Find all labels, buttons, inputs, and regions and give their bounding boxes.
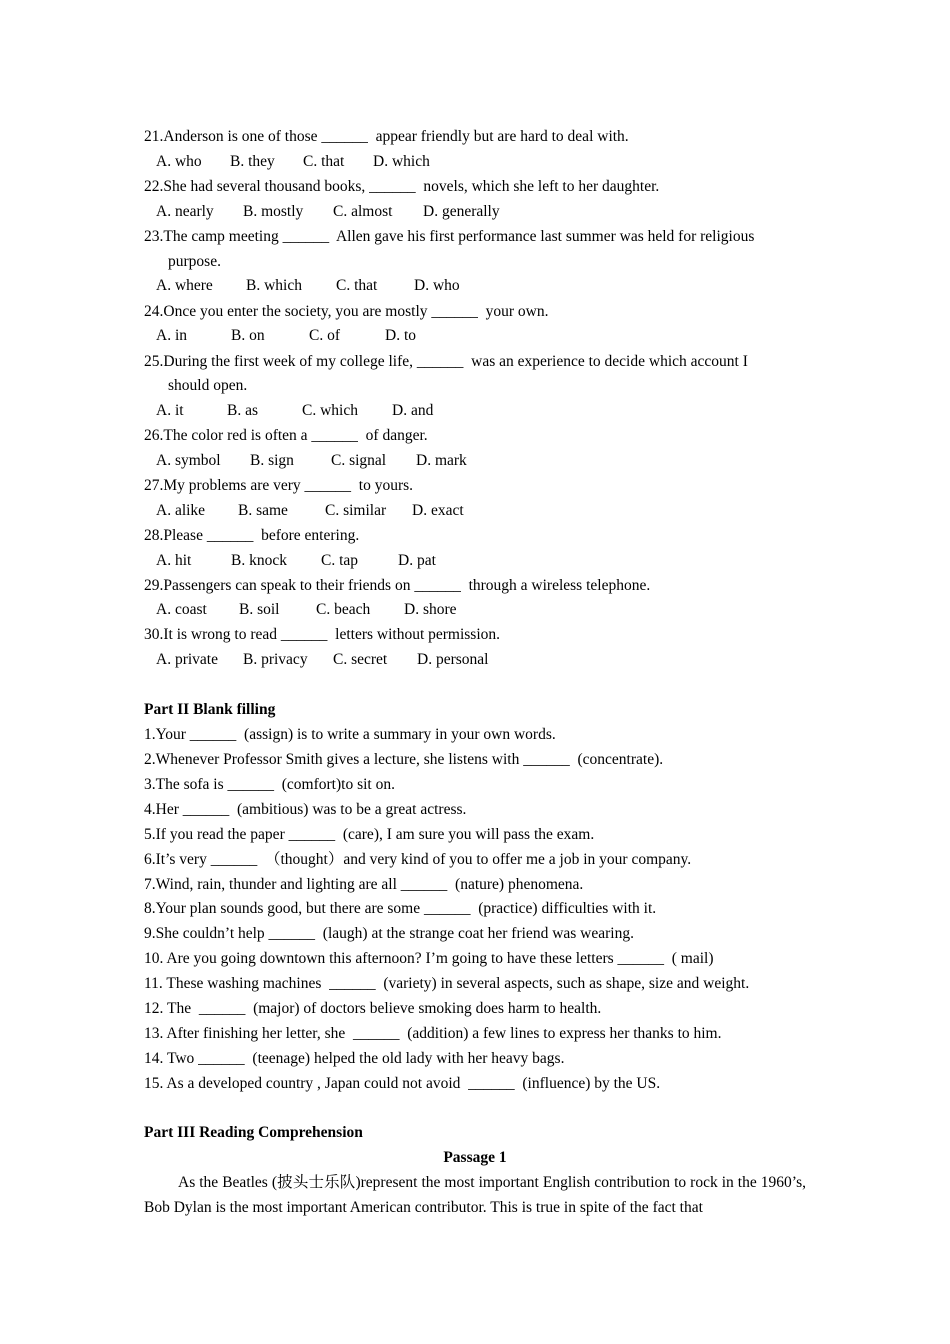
option-d: D. generally <box>423 203 500 220</box>
blank-item-1: 1.Your ______ (assign) is to write a summary in your own words. <box>144 726 556 743</box>
option-a: A. in <box>156 327 187 344</box>
option-d: D. who <box>414 277 460 294</box>
option-c: C. that <box>336 277 378 294</box>
option-d: D. and <box>392 402 434 419</box>
blank-item-8: 8.Your plan sounds good, but there are some ______ (practice) difficulties with it. <box>144 900 657 917</box>
option-b: B. as <box>227 402 258 419</box>
option-c: C. that <box>303 153 345 170</box>
question-21: 21.Anderson is one of those ______ appear friendly but are hard to deal with. <box>144 128 629 145</box>
blank-item-7: 7.Wind, rain, thunder and lighting are all ______ (nature) phenomena. <box>144 876 584 893</box>
question-24: 24.Once you enter the society, you are mostly ______ your own. <box>144 303 549 320</box>
option-d: D. shore <box>404 601 457 618</box>
option-c: C. secret <box>333 651 388 668</box>
blank-item-6: 6.It’s very ______ （thought）and very kind of you to offer me a job in your company. <box>144 851 692 868</box>
option-a: A. who <box>156 153 202 170</box>
blank-item-3: 3.The sofa is ______ (comfort)to sit on. <box>144 776 395 793</box>
blank-item-11: 11. These washing machines ______ (variety) in several aspects, such as shape, size and weight. <box>144 975 750 992</box>
option-b: B. soil <box>239 601 280 618</box>
option-b: B. mostly <box>243 203 304 220</box>
option-b: B. knock <box>231 552 287 569</box>
option-a: A. alike <box>156 502 206 519</box>
option-a: A. where <box>156 277 213 294</box>
option-c: C. almost <box>333 203 393 220</box>
option-a: A. symbol <box>156 452 221 469</box>
option-a: A. nearly <box>156 203 214 220</box>
blank-item-15: 15. As a developed country , Japan could not avoid ______ (influence) by the US. <box>144 1075 661 1092</box>
option-c: C. of <box>309 327 340 344</box>
option-c: C. tap <box>321 552 359 569</box>
blank-item-12: 12. The ______ (major) of doctors believe smoking does harm to health. <box>144 1000 602 1017</box>
question-23-continued: purpose. <box>168 253 221 270</box>
option-d: D. which <box>373 153 430 170</box>
part2-heading: Part II Blank filling <box>144 701 276 718</box>
blank-item-2: 2.Whenever Professor Smith gives a lecture, she listens with ______ (concentrate). <box>144 751 664 768</box>
option-b: B. they <box>230 153 275 170</box>
option-a: A. hit <box>156 552 192 569</box>
part3-heading: Part III Reading Comprehension <box>144 1124 363 1141</box>
option-c: C. which <box>302 402 358 419</box>
blank-item-14: 14. Two ______ (teenage) helped the old lady with her heavy bags. <box>144 1050 565 1067</box>
option-b: B. sign <box>250 452 294 469</box>
question-28: 28.Please ______ before entering. <box>144 527 360 544</box>
question-29: 29.Passengers can speak to their friends on ______ through a wireless telephone. <box>144 577 651 594</box>
option-b: B. privacy <box>243 651 308 668</box>
question-22: 22.She had several thousand books, ______ novels, which she left to her daughter. <box>144 178 660 195</box>
option-a: A. coast <box>156 601 207 618</box>
blank-item-5: 5.If you read the paper ______ (care), I am sure you will pass the exam. <box>144 826 595 843</box>
option-d: D. personal <box>417 651 489 668</box>
option-d: D. to <box>385 327 416 344</box>
question-30: 30.It is wrong to read ______ letters without permission. <box>144 626 501 643</box>
passage-title: Passage 1 <box>443 1149 507 1166</box>
question-27: 27.My problems are very ______ to yours. <box>144 477 414 494</box>
option-b: B. which <box>246 277 302 294</box>
option-b: B. same <box>238 502 288 519</box>
option-c: C. signal <box>331 452 387 469</box>
passage-paragraph: As the Beatles (披头士乐队)represent the most important English contribution to rock in the 1960’s, Bob Dylan is the most important American contributor. This is true in spite of the fact that <box>144 1174 806 1216</box>
option-a: A. it <box>156 402 184 419</box>
option-a: A. private <box>156 651 218 668</box>
blank-item-4: 4.Her ______ (ambitious) was to be a great actress. <box>144 801 467 818</box>
question-23: 23.The camp meeting ______ Allen gave his first performance last summer was held for religious <box>144 228 755 245</box>
option-c: C. beach <box>316 601 371 618</box>
option-d: D. pat <box>398 552 436 569</box>
option-d: D. exact <box>412 502 464 519</box>
option-b: B. on <box>231 327 265 344</box>
question-26: 26.The color red is often a ______ of danger. <box>144 427 428 444</box>
blank-item-9: 9.She couldn’t help ______ (laugh) at the strange coat her friend was wearing. <box>144 925 634 942</box>
option-c: C. similar <box>325 502 387 519</box>
question-25: 25.During the first week of my college life, ______ was an experience to decide which account I <box>144 353 748 370</box>
option-d: D. mark <box>416 452 467 469</box>
blank-item-10: 10. Are you going downtown this afternoon? I’m going to have these letters ______ ( mail) <box>144 950 714 967</box>
question-25-continued: should open. <box>168 377 248 394</box>
blank-item-13: 13. After finishing her letter, she ______ (addition) a few lines to express her thanks to him. <box>144 1025 722 1042</box>
